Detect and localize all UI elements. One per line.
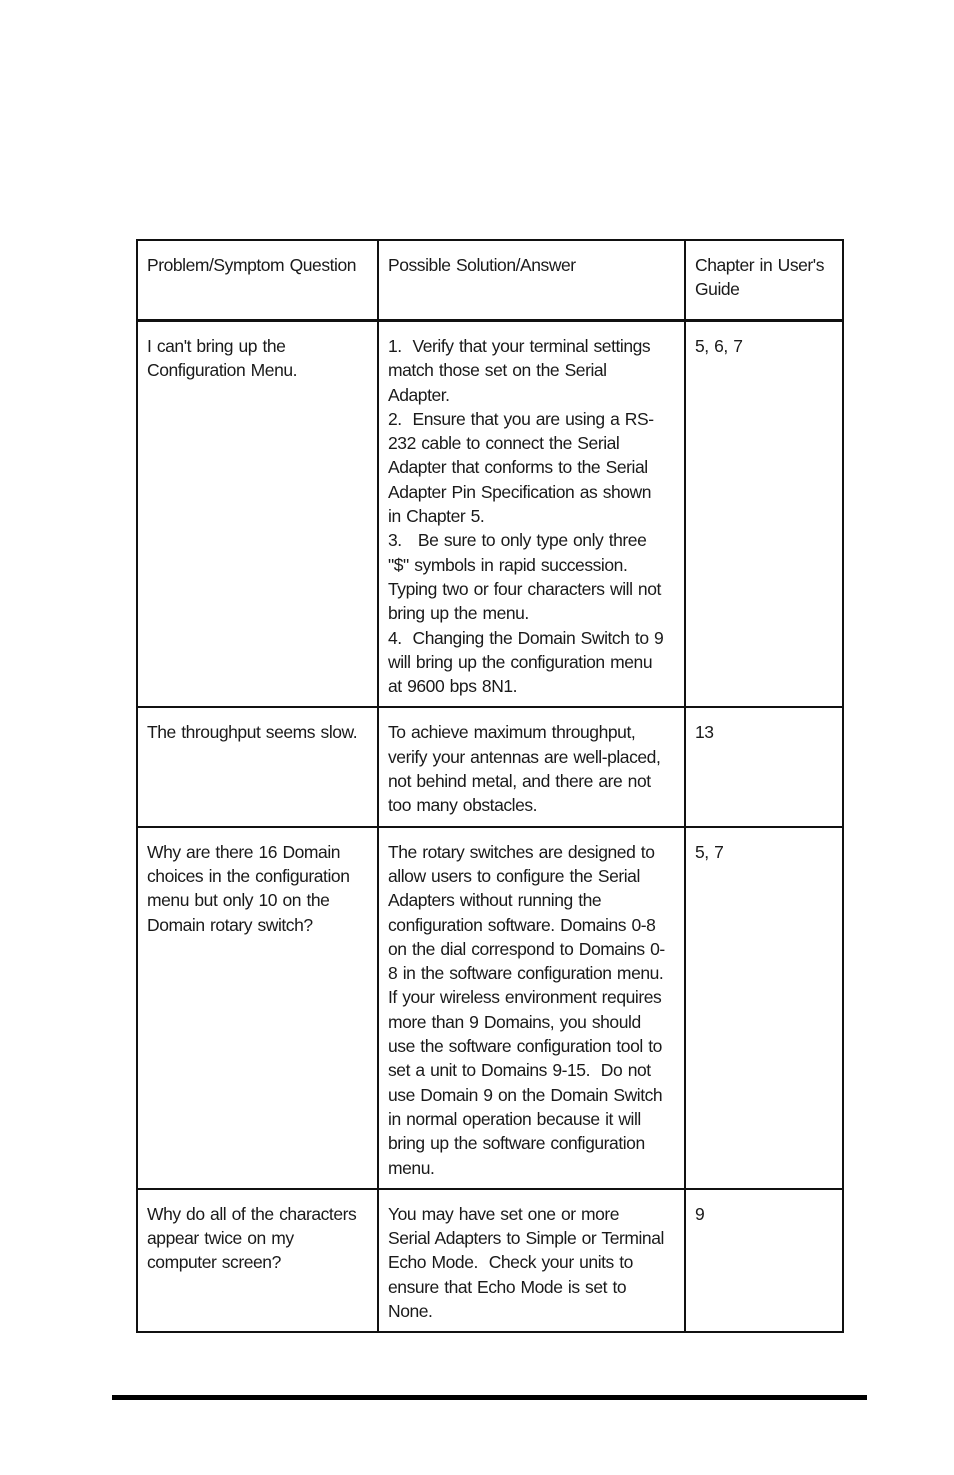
- cell-text-line: Adapter Pin Specification as shown: [388, 481, 652, 502]
- header-chapter-cell: [685, 240, 843, 321]
- cell-text-line: too many obstacles.: [388, 795, 538, 816]
- chapter-cell: [685, 321, 843, 708]
- cell-text-line: at 9600 bps 8N1.: [388, 676, 518, 697]
- cell-text-line: ensure that Echo Mode is set to: [388, 1276, 627, 1297]
- cell-text-line: appear twice on my: [147, 1228, 294, 1249]
- cell-text-line: Adapter.: [388, 384, 450, 405]
- cell-text-line: use Domain 9 on the Domain Switch: [388, 1084, 663, 1105]
- cell-text-line: choices in the configuration: [147, 865, 350, 886]
- solution-cell: [378, 321, 685, 708]
- cell-text-line: Why do all of the characters: [147, 1203, 357, 1224]
- cell-text-line: Adapter that conforms to the Serial: [388, 457, 648, 478]
- cell-text-line: match those set on the Serial: [388, 360, 607, 381]
- cell-text-line: on the dial correspond to Domains 0-: [388, 938, 665, 959]
- cell-text-line: 4. Changing the Domain Switch to 9: [388, 627, 664, 648]
- cell-text-line: The throughput seems slow.: [147, 722, 358, 743]
- cell-text-line: 232 cable to connect the Serial: [388, 433, 620, 454]
- cell-text-line: 5, 7: [695, 841, 724, 862]
- cell-text-line: 5, 6, 7: [695, 336, 743, 356]
- cell-text-line: bring up the menu.: [388, 603, 529, 624]
- table-header-row: [137, 240, 843, 321]
- cell-text-line: bring up the software configuration: [388, 1133, 645, 1154]
- table-row: [137, 321, 843, 708]
- cell-text-line: set a unit to Domains 9-15. Do not: [388, 1060, 651, 1081]
- chapter-cell: [685, 707, 843, 826]
- solution-cell: [378, 1189, 685, 1332]
- cell-text-line: menu but only 10 on the: [147, 890, 330, 911]
- cell-text-line: Problem/Symptom Question: [147, 255, 357, 275]
- cell-text-line: 13: [695, 722, 714, 743]
- cell-text-line: The rotary switches are designed to: [388, 841, 655, 862]
- cell-text-line: If your wireless environment requires: [388, 987, 662, 1008]
- cell-text-line: will bring up the configuration menu: [388, 651, 653, 672]
- header-solution-cell: [378, 240, 685, 321]
- cell-text-line: To achieve maximum throughput,: [388, 722, 636, 743]
- problem-cell: [137, 707, 378, 826]
- cell-text-line: Guide: [695, 279, 740, 300]
- cell-text-line: not behind metal, and there are not: [388, 771, 651, 792]
- problem-cell: [137, 827, 378, 1189]
- cell-text-line: Serial Adapters to Simple or Terminal: [388, 1228, 664, 1249]
- cell-text-line: 2. Ensure that you are using a RS-: [388, 408, 654, 429]
- cell-text-line: configuration software. Domains 0-8: [388, 914, 656, 935]
- cell-text-line: I can't bring up the: [147, 336, 286, 356]
- cell-text-line: Possible Solution/Answer: [388, 255, 576, 275]
- table-row: [137, 707, 843, 826]
- cell-text-line: verify your antennas are well-placed,: [388, 746, 661, 767]
- cell-text-line: use the software configuration tool to: [388, 1036, 662, 1057]
- table-row: [137, 1189, 843, 1332]
- troubleshooting-table: [136, 239, 844, 1333]
- cell-text-line: more than 9 Domains, you should: [388, 1011, 641, 1032]
- problem-cell: [137, 1189, 378, 1332]
- footer-rule: [112, 1395, 867, 1400]
- cell-text-line: Domain rotary switch?: [147, 914, 313, 935]
- table-row: [137, 827, 843, 1189]
- solution-cell: [378, 827, 685, 1189]
- cell-text-line: Why are there 16 Domain: [147, 841, 341, 862]
- chapter-cell: [685, 827, 843, 1189]
- cell-text-line: in Chapter 5.: [388, 506, 485, 527]
- cell-text-line: 8 in the software configuration menu.: [388, 963, 664, 984]
- cell-text-line: Chapter in User's: [695, 255, 824, 275]
- cell-text-line: "$" symbols in rapid succession.: [388, 554, 628, 575]
- problem-cell: [137, 321, 378, 708]
- cell-text-line: computer screen?: [147, 1252, 281, 1273]
- cell-text-line: You may have set one or more: [388, 1203, 620, 1224]
- header-problem-cell: [137, 240, 378, 321]
- cell-text-line: 9: [695, 1203, 705, 1224]
- solution-cell: [378, 707, 685, 826]
- cell-text-line: 1. Verify that your terminal settings: [388, 336, 651, 356]
- cell-text-line: 3. Be sure to only type only three: [388, 530, 647, 551]
- cell-text-line: Adapters without running the: [388, 890, 602, 911]
- cell-text-line: Configuration Menu.: [147, 360, 298, 381]
- cell-text-line: menu.: [388, 1157, 435, 1178]
- cell-text-line: None.: [388, 1300, 433, 1321]
- cell-text-line: Typing two or four characters will not: [388, 578, 661, 599]
- cell-text-line: in normal operation because it will: [388, 1108, 641, 1129]
- cell-text-line: allow users to configure the Serial: [388, 865, 640, 886]
- cell-text-line: Echo Mode. Check your units to: [388, 1252, 633, 1273]
- chapter-cell: [685, 1189, 843, 1332]
